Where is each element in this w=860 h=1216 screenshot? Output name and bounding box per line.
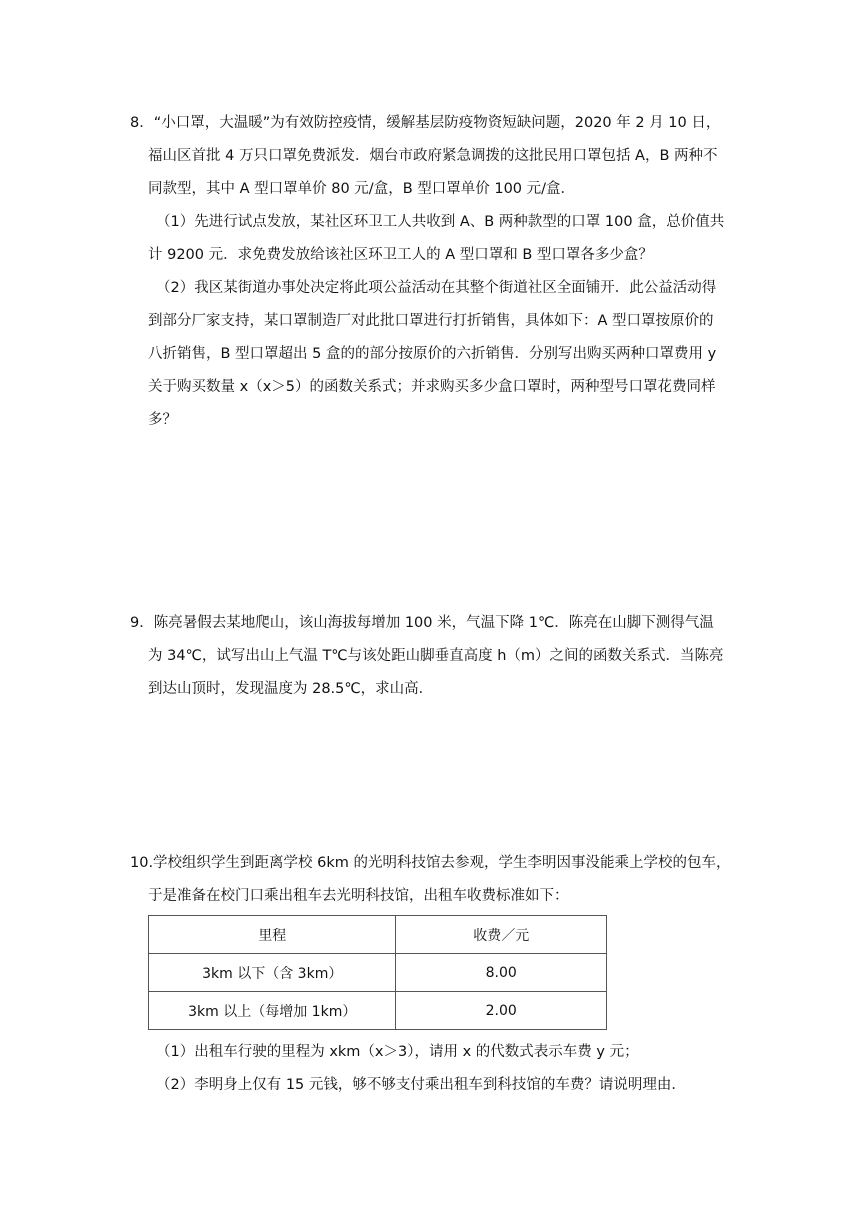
q8-line: 福山区首批 4 万只口罩免费派发．烟台市政府紧急调拨的这批民用口罩包括 A，B 两种不 (148, 148, 718, 164)
table-header-cell: 收费／元 (396, 916, 607, 954)
table-cell: 2.00 (396, 992, 607, 1030)
q8-part1-line: （1）先进行试点发放，某社区环卫工人共收到 A、B 两种款型的口罩 100 盒，总价值共 (156, 214, 725, 230)
q8-part2-line: 关于购买数量 x（x＞5）的函数关系式；并求购买多少盒口罩时，两种型号口罩花费同样 (148, 379, 716, 395)
q10-line: 于是准备在校门口乘出租车去光明科技馆，出租车收费标准如下： (148, 888, 569, 904)
q8-line: 8．“小口罩，大温暖”为有效防控疫情，缓解基层防疫物资短缺问题，2020 年 2 月 10 日， (130, 115, 721, 131)
table-cell: 3km 以下（含 3km） (149, 954, 396, 992)
table-cell: 8.00 (396, 954, 607, 992)
q10-line: 10.学校组织学生到距离学校 6km 的光明科技馆去参观，学生李明因事没能乘上学校的包车， (130, 855, 731, 871)
table-row (149, 992, 607, 1030)
q8-part2-line: 八折销售，B 型口罩超出 5 盒的的部分按原价的六折销售．分别写出购买两种口罩费用 y (148, 346, 717, 362)
table-cell: 3km 以上（每增加 1km） (149, 992, 396, 1030)
q8-part2-line: （2）我区某街道办事处决定将此项公益活动在其整个街道社区全面铺开．此公益活动得 (156, 280, 717, 296)
q8-part1-line: 计 9200 元．求免费发放给该社区环卫工人的 A 型口罩和 B 型口罩各多少盒？ (148, 247, 653, 263)
table-header-row (149, 916, 607, 954)
table-row (149, 954, 607, 992)
q10-part2-line: （2）李明身上仅有 15 元钱，够不够支付乘出租车到科技馆的车费？请说明理由． (156, 1077, 686, 1093)
q8-part2-line: 到部分厂家支持，某口罩制造厂对此批口罩进行打折销售，具体如下：A 型口罩按原价的 (148, 313, 714, 329)
q9-line: 9．陈亮暑假去某地爬山，该山海拔每增加 100 米，气温下降 1℃．陈亮在山脚下测得气温 (130, 615, 714, 631)
fare-table (148, 915, 607, 1030)
q9-line: 到达山顶时，发现温度为 28.5℃，求山高． (148, 681, 434, 697)
q9-line: 为 34℃，试写出山上气温 T℃与该处距山脚垂直高度 h（m）之间的函数关系式．当陈亮 (148, 648, 724, 664)
q8-line: 同款型，其中 A 型口罩单价 80 元/盒，B 型口罩单价 100 元/盒． (148, 181, 576, 197)
table-header-cell: 里程 (149, 916, 396, 954)
q10-part1-line: （1）出租车行驶的里程为 xkm（x＞3），请用 x 的代数式表示车费 y 元； (156, 1044, 639, 1060)
q8-part2-line: 多？ (148, 412, 177, 428)
